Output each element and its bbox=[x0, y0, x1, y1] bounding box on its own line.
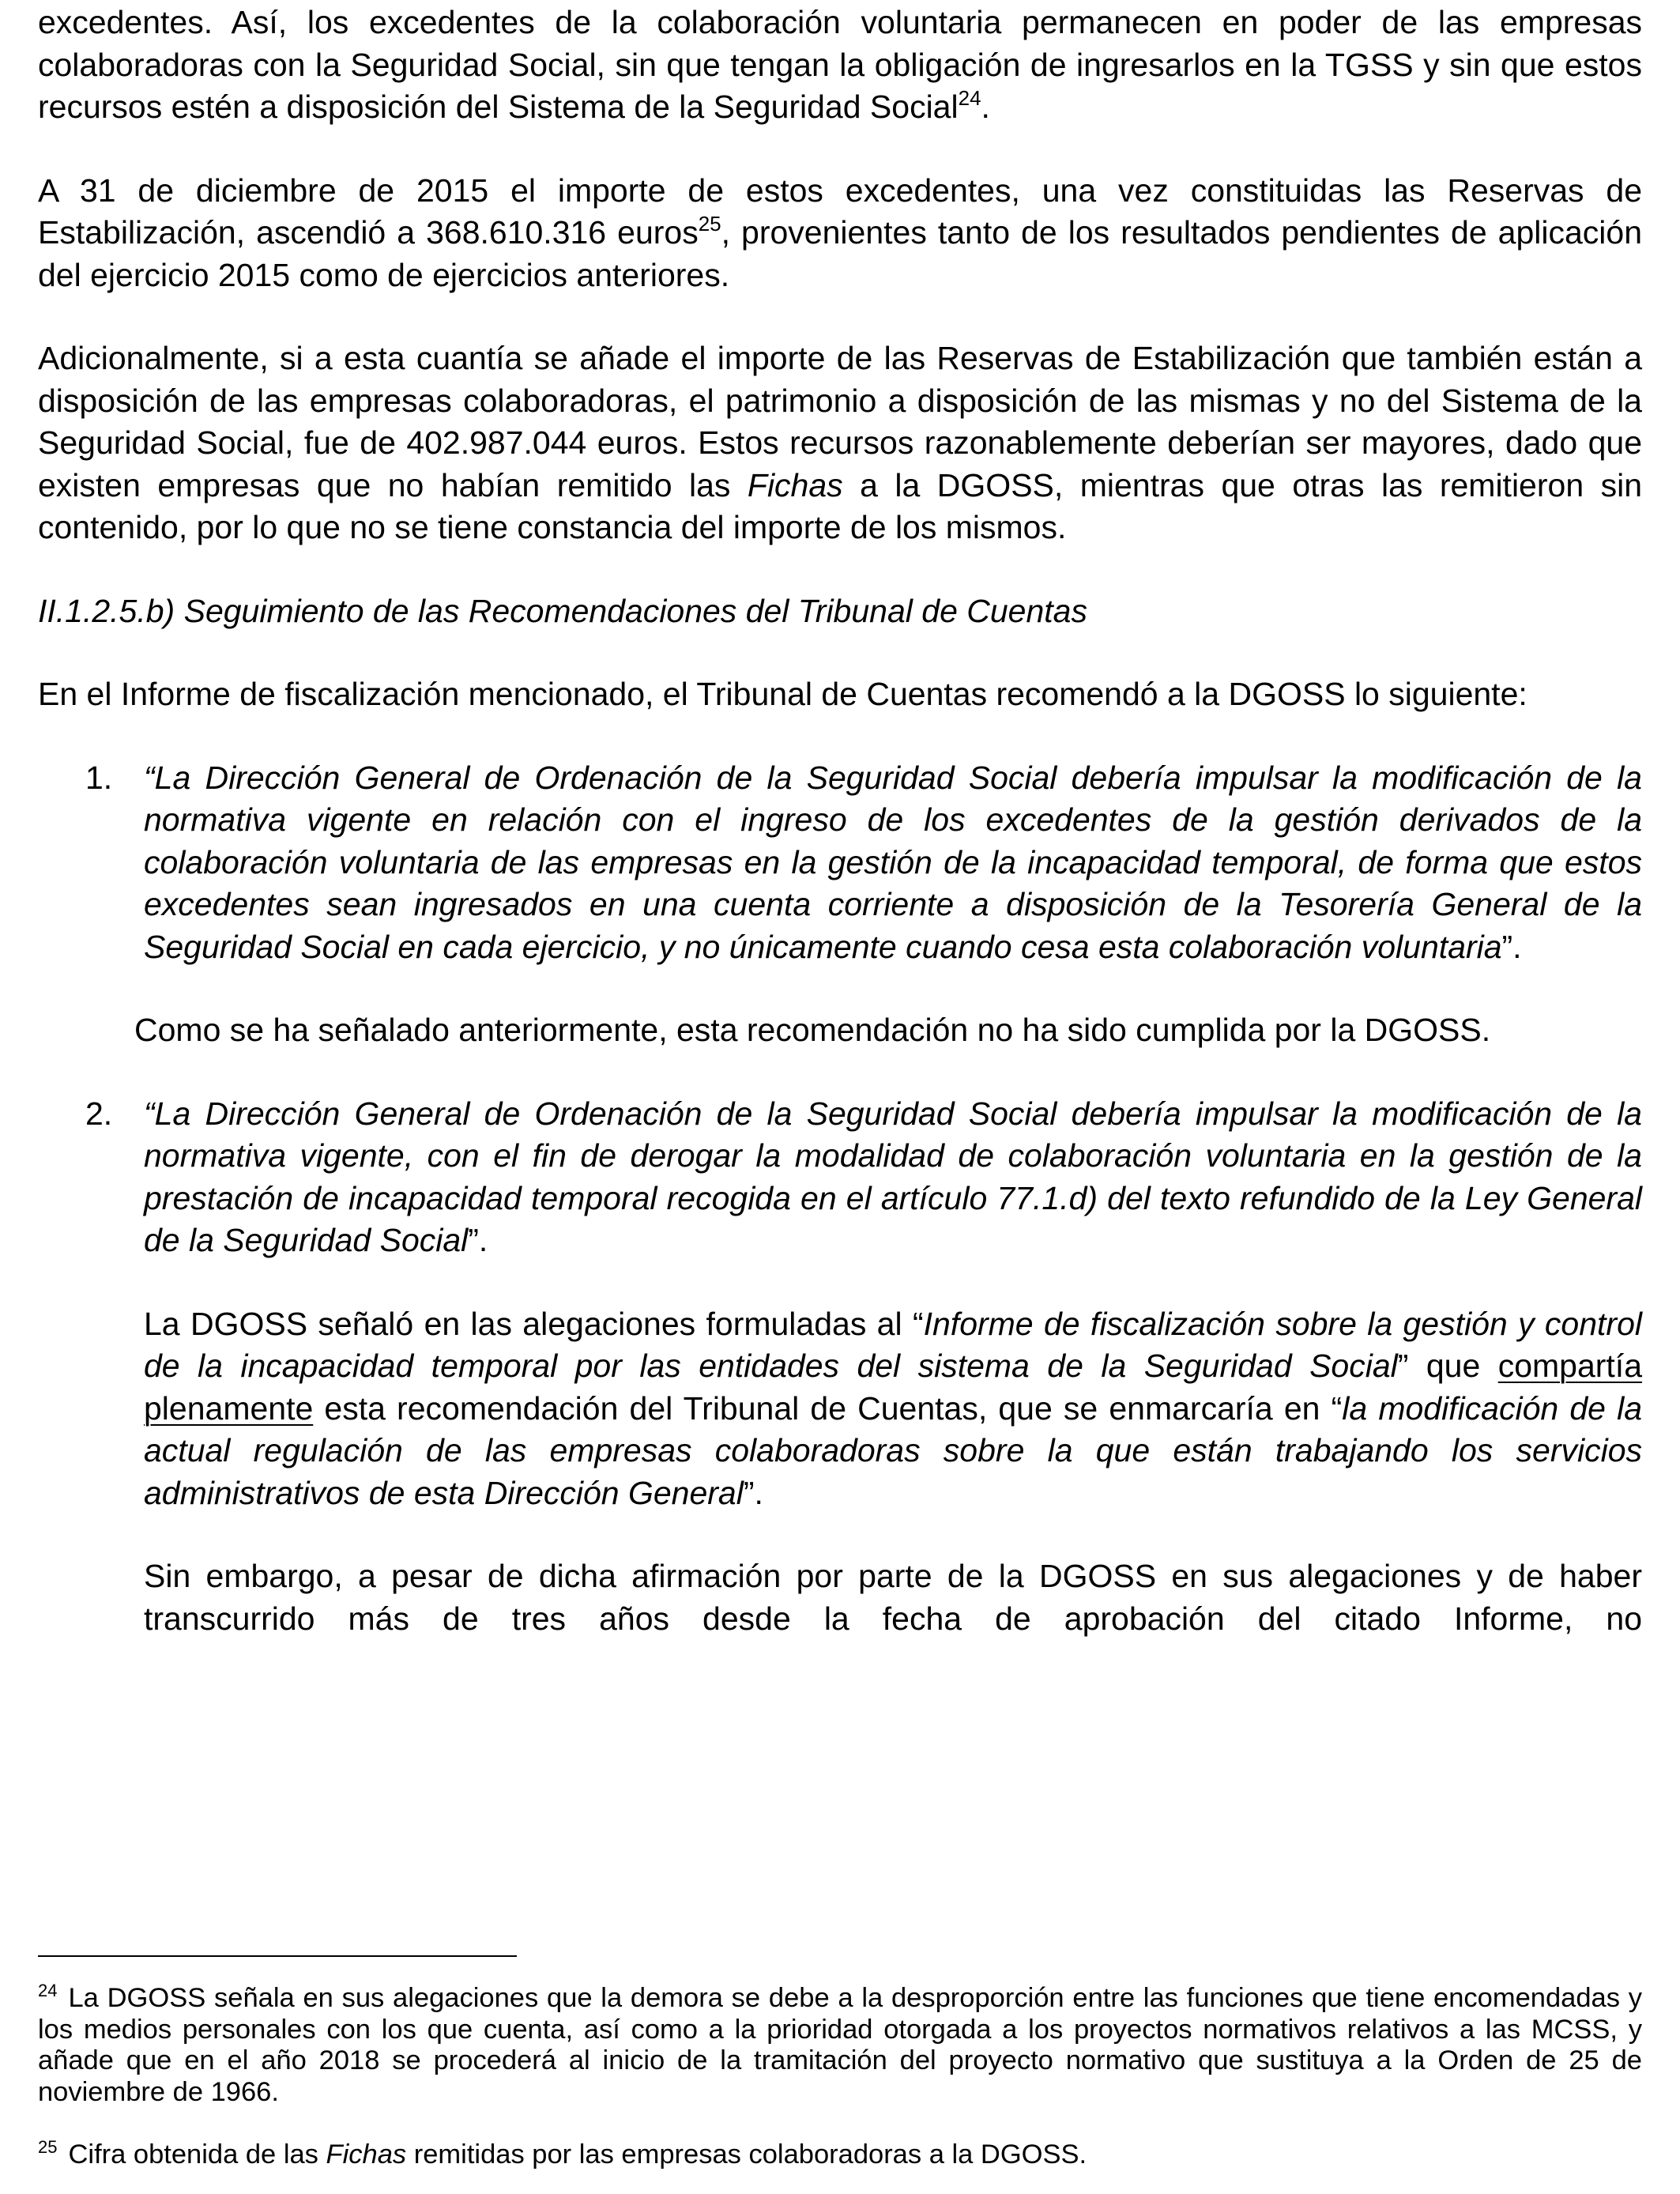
comment-italic-title: Informe de fiscalización sobre la gestión y control de la incapacidad temporal por las entidades del sistema de la Seguridad Social bbox=[144, 1305, 1642, 1384]
paragraph-text: a la DGOSS, mientras que otras las remitieron sin contenido, por lo que no se tiene constancia del importe de los mismos. bbox=[38, 466, 1643, 545]
recommendation-2 bbox=[38, 1093, 1642, 1641]
recommendation-quote bbox=[144, 1093, 1642, 1262]
footnote-25 bbox=[38, 2136, 1642, 2171]
list-number: 1. bbox=[85, 759, 113, 796]
footnote-separator bbox=[38, 1955, 517, 1957]
footnote-ref-25[interactable]: 25 bbox=[698, 211, 721, 236]
paragraph-text: A 31 de diciembre de 2015 el importe de estos excedentes, una vez constituidas las Reservas de Estabilización, ascendió a 368.610.316 euros bbox=[38, 172, 1642, 251]
recommendation-2-comment-continued: Sin embargo, a pesar de dicha afirmación por parte de la DGOSS en sus alegaciones y de haber transcurrido más de tres años desde la fecha de aprobación del citado Informe, no bbox=[144, 1558, 1642, 1637]
recommendation-1 bbox=[38, 757, 1642, 969]
footnote-text: La DGOSS señala en sus alegaciones que la demora se debe a la desproporción entre las funciones que tiene encomendadas y los medios personales con los que cuenta, así como a la prioridad otorgada a los proyectos normativos relativos a las MCSS, y añade que en el año 2018 se procederá al inicio de la tramitación del proyecto normativo que sustituya a la Orden de 25 de noviembre de 1966. bbox=[38, 1983, 1642, 2107]
list-number: 2. bbox=[85, 1095, 113, 1132]
quote-text: “La Dirección General de Ordenación de la Seguridad Social debería impulsar la modificación de la normativa vigente en relación con el ingreso de los excedentes de la gestión derivados de la colaboración voluntaria de las empresas en la gestión de la incapacidad temporal, de forma que estos excedentes sean ingresados en una cuenta corriente a disposición de la Tesorería General de la Seguridad Social en cada ejercicio, y no únicamente cuando cesa esta colaboración voluntaria bbox=[144, 759, 1642, 965]
comment-italic-quote: la modificación de la actual regulación de las empresas colaboradoras sobre la que están trabajando los servicios administrativos de esta Dirección General bbox=[144, 1389, 1642, 1511]
comment-text: La DGOSS señaló en las alegaciones formuladas al “ bbox=[144, 1305, 924, 1342]
recommendation-quote bbox=[144, 757, 1642, 969]
comment-text: ”. bbox=[743, 1474, 763, 1511]
paragraph-italic: Fichas bbox=[747, 466, 843, 503]
footnote-number: 25 bbox=[38, 2136, 58, 2157]
footnote-number: 24 bbox=[38, 1980, 58, 2000]
paragraph-end: . bbox=[981, 89, 990, 125]
quote-text: “La Dirección General de Ordenación de la Seguridad Social debería impulsar la modificación de la normativa vigente, con el fin de derogar la modalidad de colaboración voluntaria en la gestión de la prestación de incapacidad temporal recogida en el artículo 77.1.d) del texto refundido de la Ley General de la Seguridad Social bbox=[144, 1095, 1642, 1258]
comment-text: esta recomendación del Tribunal de Cuentas, que se enmarcaría en “ bbox=[313, 1389, 1343, 1427]
paragraph-adicionalmente bbox=[38, 337, 1642, 549]
recommendation-1-comment: Como se ha señalado anteriormente, esta recomendación no ha sido cumplida por la DGOSS. bbox=[134, 1012, 1491, 1048]
quote-end: ”. bbox=[1501, 928, 1522, 965]
quote-end: ”. bbox=[468, 1222, 488, 1258]
footnote-24 bbox=[38, 1980, 1642, 2108]
comment-text: ” que bbox=[1397, 1348, 1498, 1384]
recommendation-2-comment bbox=[144, 1303, 1642, 1515]
intro-paragraph: En el Informe de fiscalización mencionado, el Tribunal de Cuentas recomendó a la DGOSS lo siguiente: bbox=[38, 676, 1527, 712]
footnote-text: Cifra obtenida de las bbox=[68, 2139, 326, 2169]
footnote-text: remitidas por las empresas colaboradoras a la DGOSS. bbox=[406, 2139, 1087, 2169]
paragraph-text: Adicionalmente, si a esta cuantía se añade el importe de las Reservas de Estabilización que también están a disposición de las empresas colaboradoras, el patrimonio a disposición de las mismas y no del Sistema de la Seguridad Social, fue de 402.987.044 euros. Estos recursos razonablemente deberían ser mayores, dado que existen empresas que no habían remitido las bbox=[38, 340, 1642, 503]
paragraph-excedentes bbox=[38, 2, 1642, 129]
page-body bbox=[38, 0, 1642, 1640]
paragraph-importe bbox=[38, 170, 1642, 297]
paragraph-text: excedentes. Así, los excedentes de la colaboración voluntaria permanecen en poder de las empresas colaboradoras con la Seguridad Social, sin que tengan la obligación de ingresarlos en la TGSS y sin que estos recursos estén a disposición del Sistema de la Seguridad Social bbox=[38, 4, 1642, 125]
footnote-ref-24[interactable]: 24 bbox=[958, 85, 981, 110]
footnote-italic: Fichas bbox=[326, 2139, 407, 2169]
paragraph-text: , provenientes tanto de los resultados pendientes de aplicación del ejercicio 2015 como de ejercicios anteriores. bbox=[38, 214, 1642, 293]
comment-underlined: compartía plenamente bbox=[144, 1348, 1643, 1427]
section-heading: II.1.2.5.b) Seguimiento de las Recomendaciones del Tribunal de Cuentas bbox=[38, 592, 1087, 629]
